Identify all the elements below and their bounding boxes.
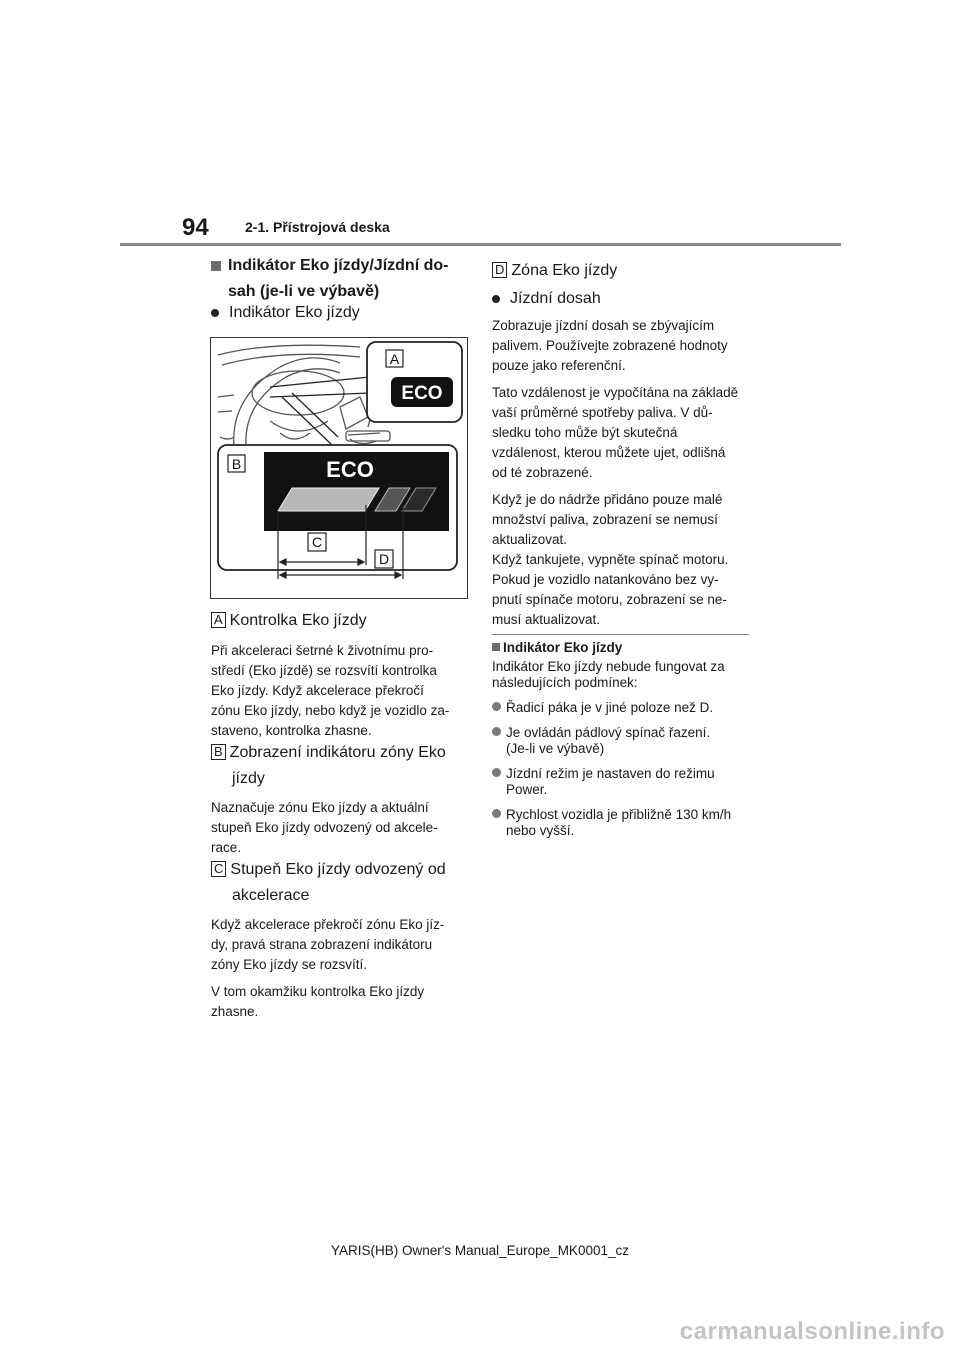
item-c — [211, 857, 471, 1022]
bullet-eco-indicator — [211, 300, 360, 326]
bullet-label: Indikátor Eko jízdy — [229, 304, 360, 321]
note-bullet: Rychlost vozidla je přibližně 130 km/h nebo vyšší. — [492, 807, 752, 839]
eco-bar-filled — [278, 488, 379, 511]
item-c-text: Když akcelerace překročí zónu Eko jíz- dy, pravá strana zobrazení indikátoru zóny Eko jízdy se rozsvítí. V tom okamžiku kontrolka Eko jízdy zhasne. — [211, 917, 445, 1019]
item-a-title: A Kontrolka Eko jízdy — [211, 608, 471, 634]
item-b — [211, 740, 471, 858]
note-section — [492, 640, 752, 839]
heading-line: Indikátor Eko jízdy/Jízdní do- — [228, 257, 449, 274]
bullet-driving-range — [492, 286, 601, 312]
watermark: carmanualsonline.info — [679, 1318, 945, 1345]
square-bullet-icon — [492, 643, 500, 651]
item-a — [211, 608, 471, 741]
item-b-title: B Zobrazení indikátoru zóny Eko — [211, 740, 471, 766]
note-intro: Indikátor Eko jízdy nebude fungovat za — [492, 659, 725, 674]
label-a: A — [389, 351, 400, 367]
label-c: C — [311, 534, 323, 550]
heading-line: sah (je-li ve výbavě) — [228, 283, 380, 300]
label-d: D — [378, 551, 390, 567]
note-heading: Indikátor Eko jízdy — [492, 640, 752, 656]
footer-text: YARIS(HB) Owner's Manual_Europe_MK0001_cz — [331, 1243, 629, 1258]
bullet-dot-icon — [492, 727, 501, 736]
bullet-dot-icon — [492, 768, 501, 777]
item-a-text: Při akceleraci šetrné k životnímu pro- středí (Eko jízdě) se rozsvítí kontrolka Eko jízdy. Když akcelerace překročí zónu Eko jízdy, nebo když je vozidlo za- staveno, kontrolka zhasne. — [211, 643, 450, 738]
item-c-title: C Stupeň Eko jízdy odvozený od — [211, 857, 471, 883]
item-c-title-cont: akcelerace — [232, 887, 310, 904]
note-intro: následujících podmínek: — [492, 675, 638, 690]
label-b: B — [231, 456, 242, 472]
eco-lamp-text: ECO — [401, 383, 443, 404]
note-bullet: Jízdní režim je nastaven do režimu Power. — [492, 766, 752, 798]
page-number: 94 — [182, 214, 209, 241]
bullet-dot-icon — [492, 702, 501, 711]
main-heading — [211, 253, 471, 305]
range-text: Zobrazuje jízdní dosah se zbývajícím palivem. Používejte zobrazené hodnoty pouze jako referenční. Tato vzdálenost je vypočítána na základě vaší průměrné spotřeby paliva. V dů- sledku toho může být skutečná vzdálenost, kterou můžete ujet, odlišná od té zobrazené. Když je do nádrže přidáno pouze malé množství paliva, zobrazení se nemusí aktualizovat. Když tankujete, vypněte spínač motoru. Pokud je vozidlo natankováno bez vy- pnutí spínače motoru, zobrazení se ne- musí aktualizovat. — [492, 318, 739, 627]
tag-a: A — [211, 612, 226, 628]
section-title: 2-1. Přístrojová deska — [245, 219, 390, 235]
tag-b: B — [211, 744, 226, 760]
square-bullet-icon — [211, 261, 221, 271]
eco-display-text: ECO — [326, 457, 374, 482]
tag-d: D — [492, 262, 507, 278]
item-b-text: Naznačuje zónu Eko jízdy a aktuální stupeň Eko jízdy odvozený od akcele- race. — [211, 800, 438, 855]
bullet-dot-icon — [492, 295, 500, 303]
note-divider — [492, 634, 749, 635]
tag-c: C — [211, 861, 226, 877]
header-rule — [120, 243, 841, 246]
bullet-dot-icon — [492, 809, 501, 818]
eco-indicator-figure — [210, 337, 468, 599]
bullet-label: Jízdní dosah — [510, 290, 601, 307]
bullet-dot-icon — [211, 309, 219, 317]
note-bullet: Řadicí páka je v jiné poloze než D. — [492, 700, 752, 716]
item-b-title-cont: jízdy — [232, 770, 265, 787]
note-bullet: Je ovládán pádlový spínač řazení. (Je-li ve výbavě) — [492, 725, 752, 757]
item-d-title: D Zóna Eko jízdy — [492, 258, 617, 284]
